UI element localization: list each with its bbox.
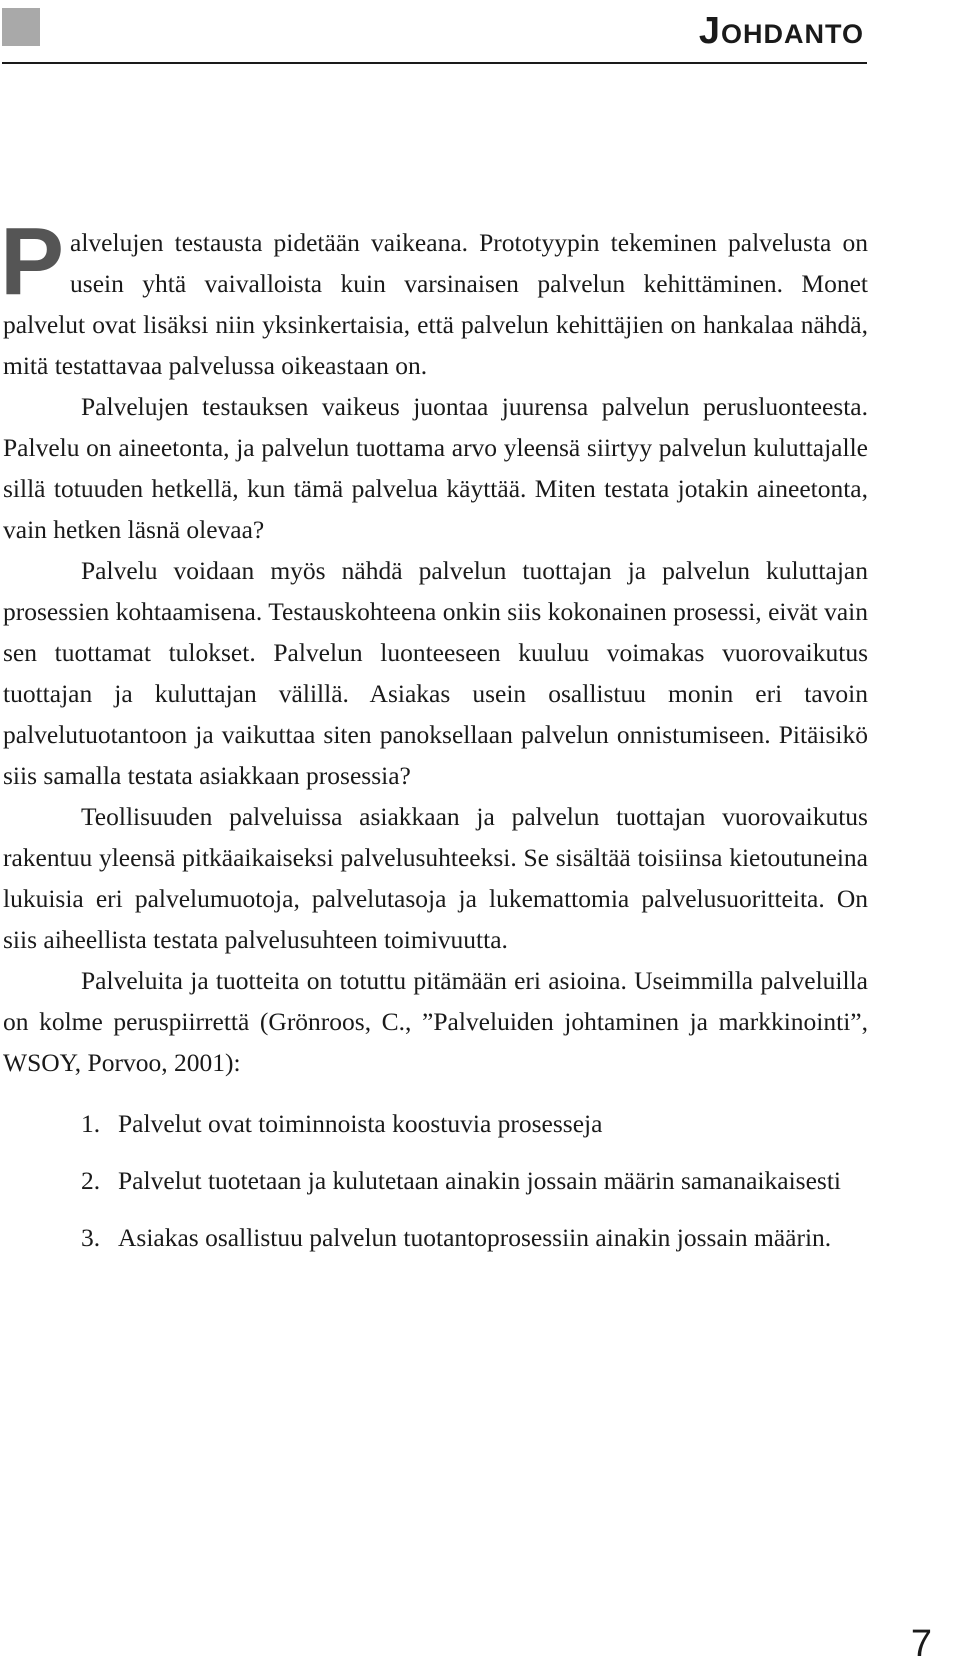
list-item-number: 2. bbox=[81, 1166, 101, 1195]
paragraph-1 bbox=[0, 208, 868, 386]
paragraph-5: Palveluita ja tuotteita on totuttu pitämään eri asioina. Useimmilla palveluilla on kolme peruspiirrettä (Grönroos, C., ”Palveluiden johtaminen ja markkinointi”, WSOY, Porvoo, 2001): bbox=[3, 966, 868, 1077]
list-item-text: Asiakas osallistuu palvelun tuotantoprosessiin ainakin jossain määrin. bbox=[118, 1223, 832, 1252]
page-number: 7 bbox=[910, 1623, 932, 1665]
header-marker-square bbox=[2, 8, 40, 46]
list-item bbox=[3, 1217, 868, 1258]
paragraph-3: Palvelu voidaan myös nähdä palvelun tuottajan ja palvelun kuluttajan prosessien kohtaamisena. Testauskohteena onkin siis kokonainen prosessi, eivät vain sen tuottamat tulokset. Palvelun luonteeseen kuuluu voimakas vuorovaikutus tuottajan ja kuluttajan välillä. Asiakas usein osallistuu monin eri tavoin palvelutuotantoon ja vaikuttaa siten panoksellaan palvelun onnistumiseen. Pitäisikö siis samalla testata asiakkaan prosessia? bbox=[3, 556, 868, 790]
body-text bbox=[0, 208, 868, 1274]
paragraph-4: Teollisuuden palveluissa asiakkaan ja palvelun tuottajan vuorovaikutus rakentuu yleensä pitkäaikaiseksi palvelusuhteeksi. Se sisältää toisiinsa kietoutuneina lukuisia eri palvelumuotoja, palvelutasoja ja lukemattomia palvelusuoritteita. On siis aiheellista testata palvelusuhteen toimivuutta. bbox=[3, 802, 868, 954]
paragraph-1-text: alvelujen testausta pidetään vaikeana. Prototyypin tekeminen palvelusta on usein yhtä vaivalloista kuin varsinaisen palvelun kehittäminen. Monet palvelut ovat lisäksi niin yksinkertaisia, että palvelun kehittäjien on hankalaa nähdä, mitä testattavaa palvelussa oikeastaan on. bbox=[3, 228, 868, 380]
drop-cap: P bbox=[0, 208, 65, 315]
list-item-text: Palvelut tuotetaan ja kulutetaan ainakin jossain määrin samanaikaisesti bbox=[118, 1166, 841, 1195]
list-item-text: Palvelut ovat toiminnoista koostuvia prosesseja bbox=[118, 1109, 603, 1138]
paragraph-2: Palvelujen testauksen vaikeus juontaa juurensa palvelun perusluonteesta. Palvelu on aineetonta, ja palvelun tuottama arvo yleensä siirtyy palvelun kuluttajalle sillä totuuden hetkellä, kun tämä palvelua käyttää. Miten testata jotakin aineetonta, vain hetken läsnä olevaa? bbox=[3, 392, 868, 544]
list-item-number: 3. bbox=[81, 1223, 101, 1252]
list-item bbox=[3, 1103, 868, 1144]
chapter-title: Johdanto bbox=[698, 10, 864, 52]
list-item bbox=[3, 1160, 868, 1201]
list-item-number: 1. bbox=[81, 1109, 101, 1138]
header-divider bbox=[2, 62, 867, 64]
characteristics-list bbox=[3, 1103, 868, 1258]
